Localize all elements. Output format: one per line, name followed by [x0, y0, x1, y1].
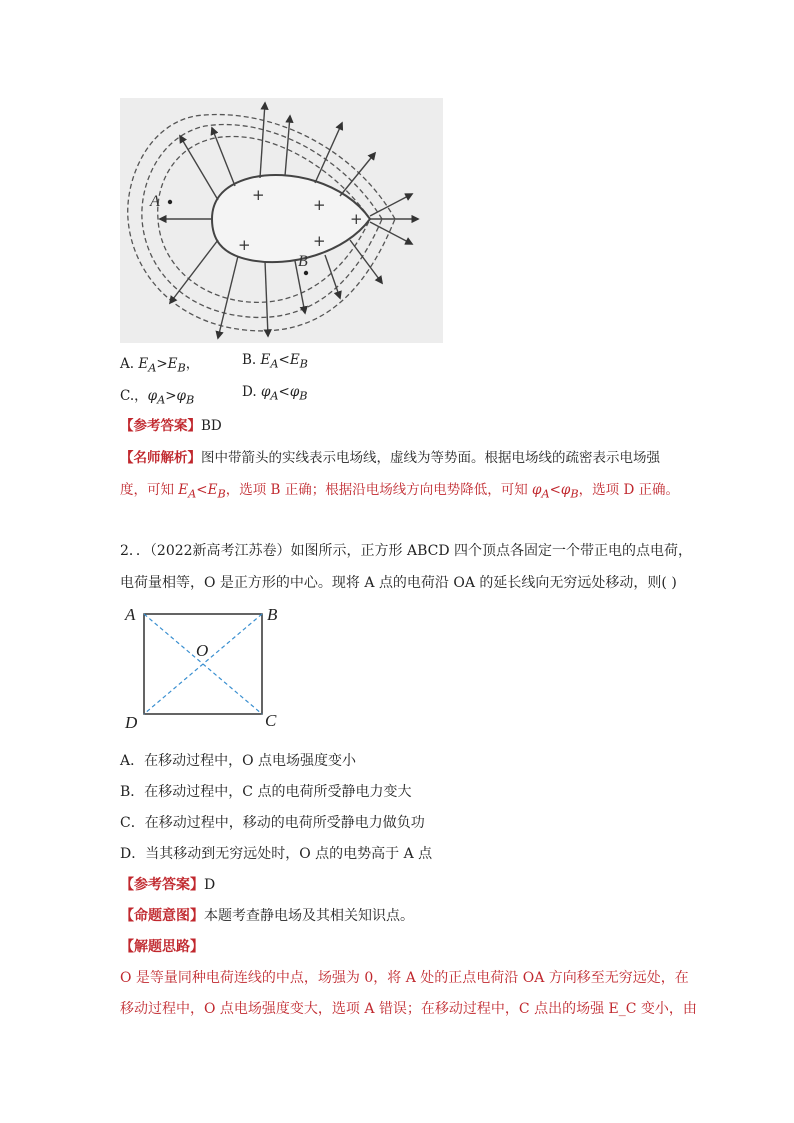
- q1-option-c: C.，$\varphi_A>\varphi_B$: [120, 388, 195, 407]
- center-o-label: O: [196, 641, 209, 660]
- plus-sign: +: [350, 210, 363, 228]
- answer-value: D: [204, 877, 216, 893]
- plus-sign: +: [252, 186, 265, 204]
- q1-analysis-line2: 度，可知 $E_A<E_B$，选项 B 正确；根据沿电场线方向电势降低，可知 $\varphi_A<\varphi_B$，选项 D 正确。: [120, 482, 680, 501]
- q2-option-a: A．在移动过程中，O 点电场强度变小: [120, 753, 357, 769]
- q2-option-b: B．在移动过程中，C 点的电荷所受静电力变大: [120, 784, 412, 800]
- square-svg: [122, 602, 292, 730]
- q2-stem-1: （2022新高考江苏卷）如图所示，正方形 ABCD 四个顶点各固定一个带正电的点电荷，: [149, 543, 693, 559]
- square-figure: [122, 602, 292, 730]
- vertex-d-label: D: [125, 713, 138, 730]
- vertex-c-label: C: [265, 711, 277, 730]
- q2-idea-line2: 移动过程中，O 点电场强度变大，选项 A 错误；在移动过程中，C 点出的场强 E_C 变小，由: [120, 1001, 697, 1017]
- q1-option-d: D. $\varphi_A<\varphi_B$: [242, 384, 308, 403]
- electric-field-figure: [120, 98, 443, 343]
- q2-option-c: C．在移动过程中，移动的电荷所受静电力做负功: [120, 815, 425, 831]
- plus-sign: +: [313, 196, 326, 214]
- answer-label: 【参考答案】: [120, 418, 201, 434]
- vertex-b-label: B: [267, 605, 278, 624]
- q1-answer: [120, 414, 222, 434]
- vertex-a-label: A: [125, 605, 136, 624]
- q2-idea-line1: O 是等量同种电荷连线的中点，场强为 0，将 A 处的正点电荷沿 OA 方向移至无穷远处，在: [120, 970, 689, 986]
- intent-label: 【命题意图】: [120, 908, 204, 924]
- q2-idea-label: [120, 936, 204, 956]
- field-lines-svg: [120, 98, 443, 343]
- q2-number: 2．．: [120, 543, 150, 559]
- q1-option-b: B. $E_A<E_B$: [242, 352, 308, 371]
- answer-value: BD: [201, 418, 222, 434]
- intent-text: 本题考查静电场及其相关知识点。: [204, 908, 414, 924]
- q2-stem-line1: [120, 540, 692, 560]
- point-b-label: B: [298, 253, 308, 270]
- q2-stem-line2: 电荷量相等，O 是正方形的中心。现将 A 点的电荷沿 OA 的延长线向无穷远处移动，则( ): [120, 575, 677, 591]
- q1-analysis-line1: [120, 446, 660, 466]
- q1-option-a: A. $E_A>E_B$，: [120, 356, 200, 375]
- q2-intent: [120, 905, 414, 925]
- idea-label: 【解题思路】: [120, 939, 204, 955]
- plus-sign: +: [313, 232, 326, 250]
- answer-label: 【参考答案】: [120, 877, 204, 893]
- q2-answer: [120, 874, 215, 894]
- analysis-text-1: 图中带箭头的实线表示电场线，虚线为等势面。根据电场线的疏密表示电场强: [201, 450, 660, 466]
- plus-sign: +: [238, 236, 251, 254]
- point-a-label: A: [150, 193, 160, 210]
- q2-option-d: D．当其移动到无穷远处时，O 点的电势高于 A 点: [120, 846, 433, 862]
- analysis-label: 【名师解析】: [120, 450, 201, 466]
